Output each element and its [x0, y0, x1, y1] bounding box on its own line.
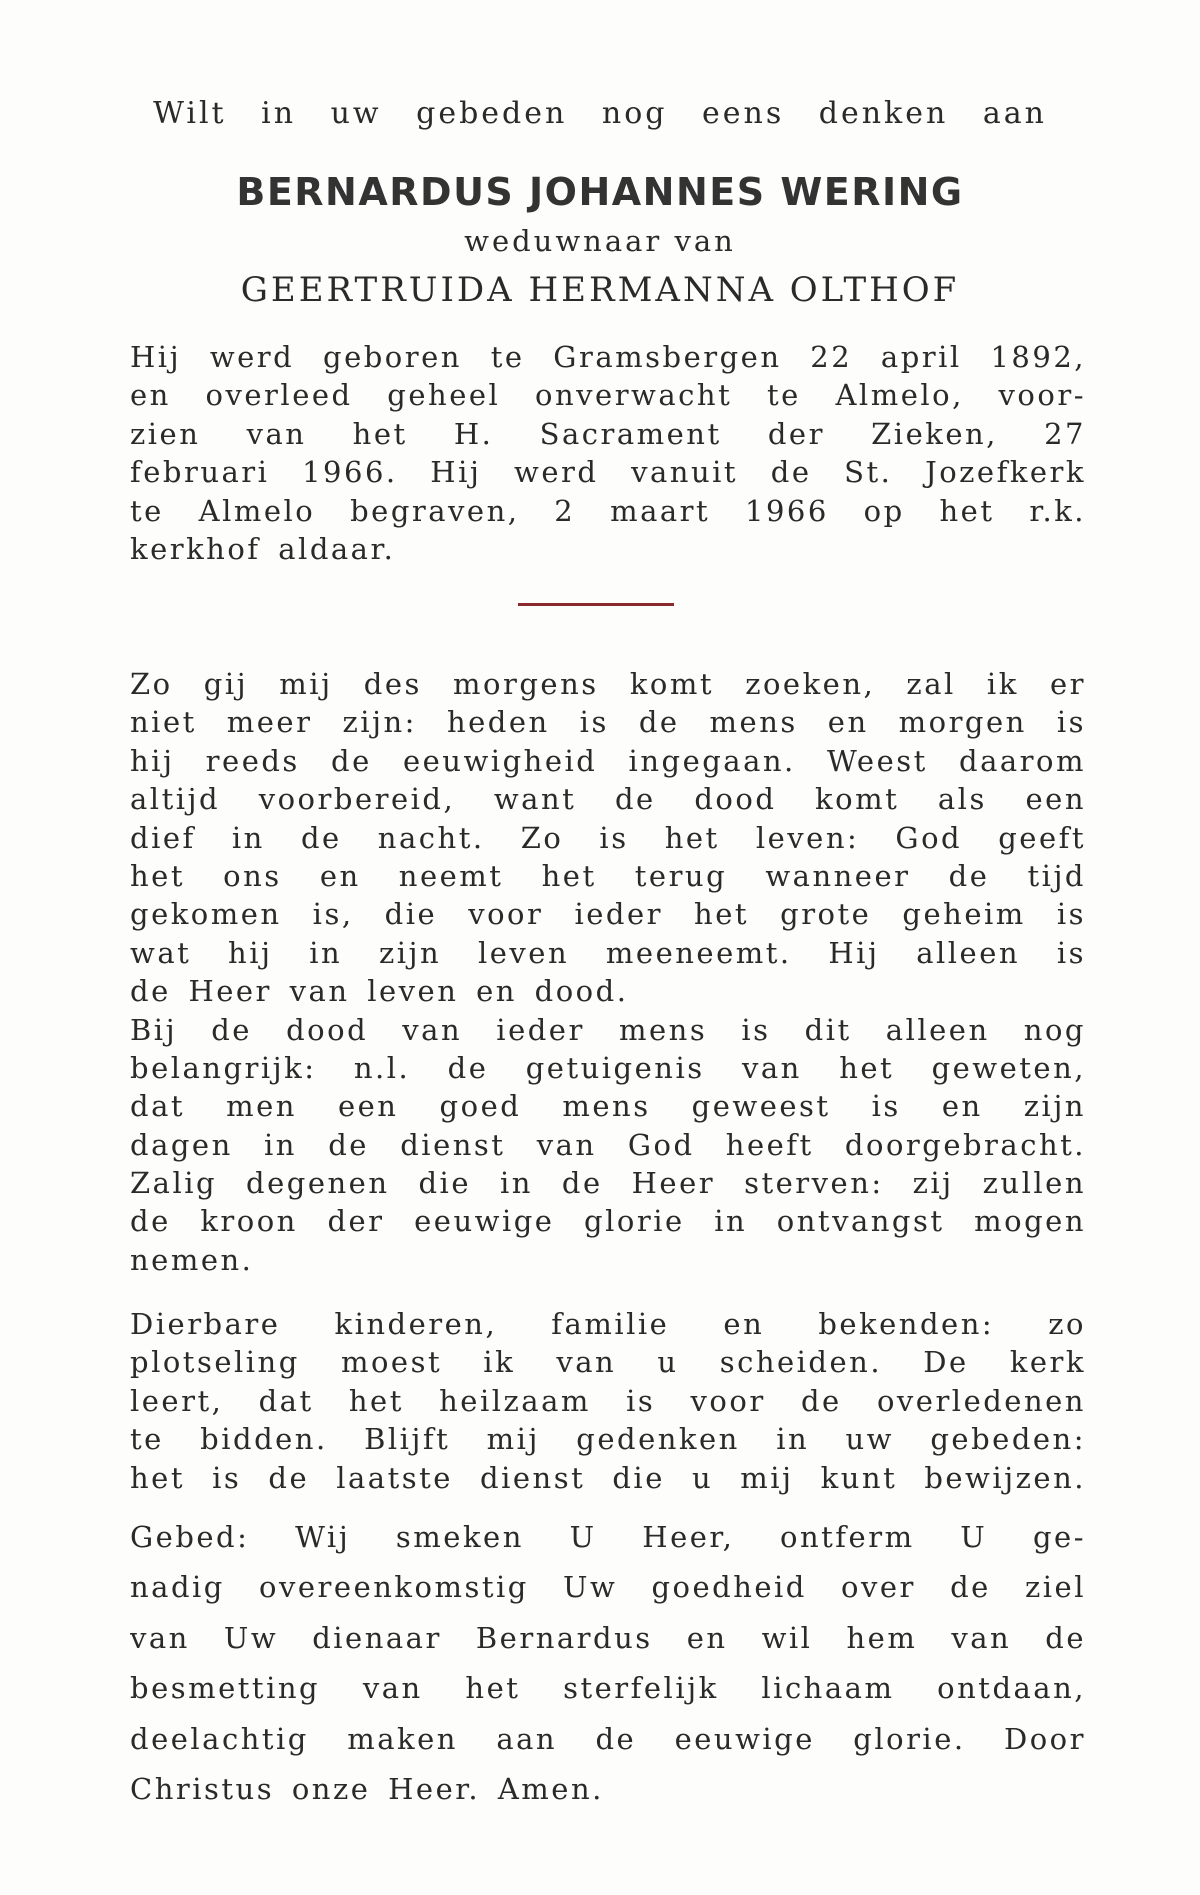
- text-line: gekomen is, die voor ieder het grote geheim is: [130, 897, 1086, 932]
- text-line: Zalig degenen die in de Heer sterven: zij zullen: [130, 1166, 1086, 1201]
- text-line: Dierbare kinderen, familie en bekenden: zo: [130, 1307, 1086, 1341]
- text-line: dagen in de dienst van God heeft doorgebracht.: [130, 1127, 1086, 1162]
- text-line: de kroon der eeuwige glorie in ontvangst mogen: [130, 1204, 1086, 1239]
- farewell-paragraph: [130, 1305, 1086, 1497]
- text-line: deelachtig maken aan de eeuwige glorie. Door: [130, 1721, 1086, 1756]
- text-line: februari 1966. Hij werd vanuit de St. Jozefkerk: [130, 455, 1086, 490]
- text-line: Zo gij mij des morgens komt zoeken, zal ik er: [130, 667, 1086, 701]
- prayer-paragraph: [130, 1512, 1086, 1814]
- biography-paragraph: [130, 338, 1086, 568]
- divider: [518, 603, 674, 606]
- text-line: en overleed geheel onverwacht te Almelo, voor-: [130, 378, 1086, 413]
- text-line: te bidden. Blijft mij gedenken in uw gebeden:: [130, 1422, 1086, 1457]
- text-line: niet meer zijn: heden is de mens en morgen is: [130, 705, 1086, 740]
- text-line: Christus onze Heer. Amen.: [130, 1771, 604, 1806]
- text-line: leert, dat het heilzaam is voor de overledenen: [130, 1383, 1086, 1418]
- text-line: nadig overeenkomstig Uw goedheid over de ziel: [130, 1570, 1086, 1605]
- deceased-name: BERNARDUS JOHANNES WERING: [236, 170, 964, 214]
- text-line: de Heer van leven en dood.: [130, 974, 629, 1009]
- widower-of-line: weduwnaar van: [464, 224, 736, 258]
- text-line: dief in de nacht. Zo is het leven: God geeft: [130, 820, 1086, 855]
- text-line: altijd voorbereid, want de dood komt als een: [130, 782, 1086, 817]
- text-line: te Almelo begraven, 2 maart 1966 op het r.k.: [130, 493, 1086, 528]
- text-line: van Uw dienaar Bernardus en wil hem van de: [130, 1620, 1086, 1655]
- text-line: plotseling moest ik van u scheiden. De kerk: [130, 1345, 1086, 1380]
- text-line: Bij de dood van ieder mens is dit alleen nog: [130, 1012, 1086, 1047]
- meditation-paragraph: [130, 665, 1086, 1279]
- text-line: dat men een goed mens geweest is en zijn: [130, 1089, 1086, 1124]
- intro-line: Wilt in uw gebeden nog eens denken aan: [153, 96, 1047, 131]
- text-line: belangrijk: n.l. de getuigenis van het geweten,: [130, 1050, 1086, 1085]
- text-line: besmetting van het sterfelijk lichaam ontdaan,: [130, 1671, 1086, 1706]
- text-line: het ons en neemt het terug wanneer de tijd: [130, 858, 1086, 893]
- text-line: het is de laatste dienst die u mij kunt bewijzen.: [130, 1460, 1086, 1495]
- text-line: Gebed: Wij smeken U Heer, ontferm U ge-: [130, 1520, 1086, 1554]
- text-line: Hij werd geboren te Gramsbergen 22 april 1892,: [130, 340, 1086, 374]
- text-line: hij reeds de eeuwigheid ingegaan. Weest daarom: [130, 743, 1086, 778]
- spouse-name: GEERTRUIDA HERMANNA OLTHOF: [240, 270, 960, 310]
- text-line: wat hij in zijn leven meeneemt. Hij alleen is: [130, 935, 1086, 970]
- text-line: nemen.: [130, 1242, 254, 1277]
- text-line: zien van het H. Sacrament der Zieken, 27: [130, 416, 1086, 451]
- text-line: kerkhof aldaar.: [130, 531, 396, 566]
